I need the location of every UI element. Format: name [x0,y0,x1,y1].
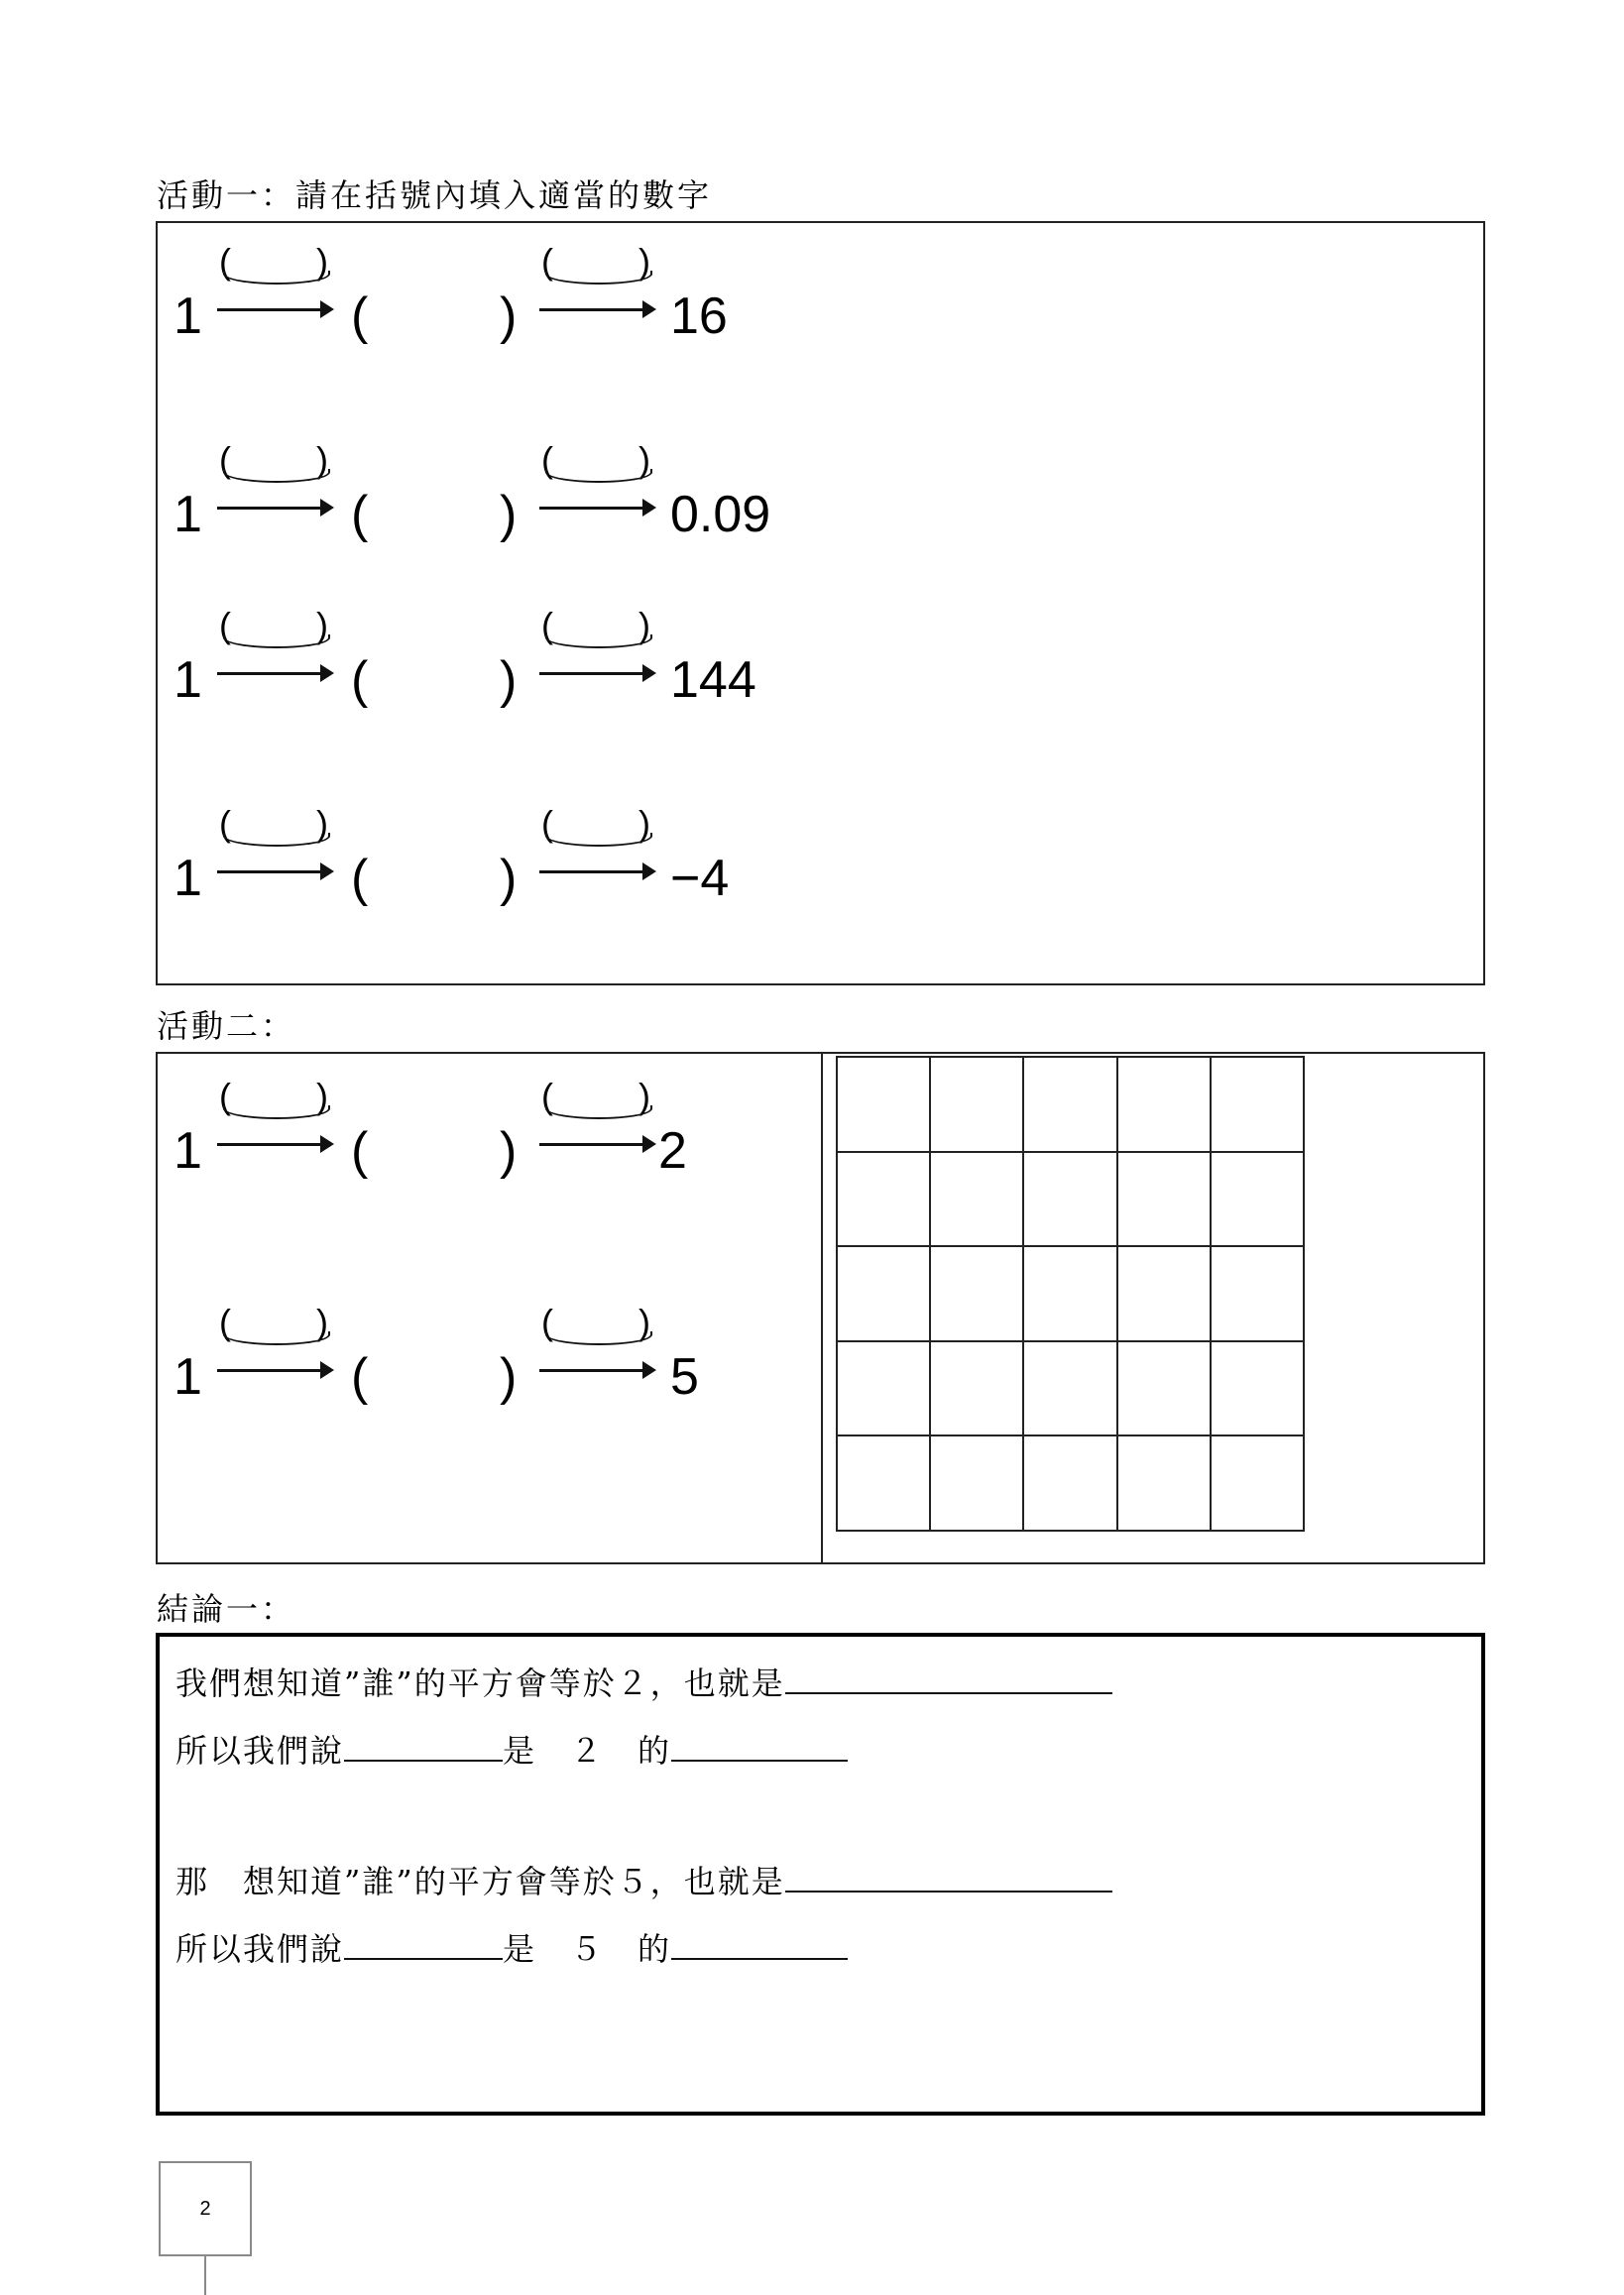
activity1-box [156,221,1485,985]
arrow-with-blank: ( ) [539,241,658,340]
result-number: 0.09 [670,486,771,543]
conclusion-line: 所以我們說 是 ５ 的 [175,1924,848,1970]
equation-row [158,241,1050,350]
drawing-grid[interactable] [836,1056,1305,1532]
conclusion-line: 所以我們說 是 ２ 的 [175,1726,848,1772]
answer-open-paren[interactable]: ( [351,850,369,907]
answer-blank[interactable] [344,1730,503,1762]
page-number-stem [204,2256,206,2295]
answer-blank[interactable] [785,1663,1112,1694]
answer-close-paren: ) [500,1122,518,1180]
activity2-heading: 活動二： [157,1007,296,1045]
answer-close-paren: ) [500,651,518,709]
arrow-with-blank: ( ) [539,605,658,704]
equation-row [158,803,1050,912]
activity2-box [156,1052,1485,1564]
answer-close-paren: ) [500,1348,518,1406]
result-number: 144 [670,651,756,709]
answer-close-paren: ) [500,850,518,907]
arrow-with-blank: ( ) [217,241,336,340]
result-number: −4 [670,850,730,907]
answer-open-paren[interactable]: ( [351,486,369,543]
start-number: 1 [174,486,202,543]
answer-blank[interactable] [671,1928,848,1960]
conclusion1-box [156,1633,1485,2116]
arrow-with-blank: ( ) [539,1076,658,1175]
answer-blank[interactable] [671,1730,848,1762]
arrow-with-blank: ( ) [539,1302,658,1401]
answer-open-paren[interactable]: ( [351,1348,369,1406]
answer-close-paren: ) [500,486,518,543]
activity1-heading: 活動一：請在括號內填入適當的數字 [157,176,713,214]
equation-row [158,605,1050,714]
result-number: 5 [670,1348,699,1406]
start-number: 1 [174,287,202,345]
arrow-with-blank: ( ) [217,605,336,704]
equation-row [158,1076,812,1185]
start-number: 1 [174,1348,202,1406]
arrow-with-blank: ( ) [539,803,658,902]
start-number: 1 [174,1122,202,1180]
conclusion-line: 那 想知道”誰”的平方會等於５，也就是 [175,1857,1112,1902]
arrow-with-blank: ( ) [217,1302,336,1401]
answer-open-paren[interactable]: ( [351,651,369,709]
answer-open-paren[interactable]: ( [351,1122,369,1180]
result-number: 2 [658,1122,687,1180]
start-number: 1 [174,850,202,907]
arrow-with-blank: ( ) [217,803,336,902]
answer-close-paren: ) [500,287,518,345]
page-number: 2 [159,2161,252,2256]
arrow-with-blank: ( ) [539,439,658,538]
start-number: 1 [174,651,202,709]
column-divider [821,1054,823,1562]
answer-open-paren[interactable]: ( [351,287,369,345]
arrow-with-blank: ( ) [217,1076,336,1175]
arrow-with-blank: ( ) [217,439,336,538]
answer-blank[interactable] [785,1861,1112,1893]
result-number: 16 [670,287,728,345]
conclusion-line: 我們想知道”誰”的平方會等於２，也就是 [175,1659,1112,1704]
equation-row [158,439,1050,548]
answer-blank[interactable] [344,1928,503,1960]
equation-row [158,1302,812,1411]
conclusion1-heading: 結論一： [157,1590,296,1628]
